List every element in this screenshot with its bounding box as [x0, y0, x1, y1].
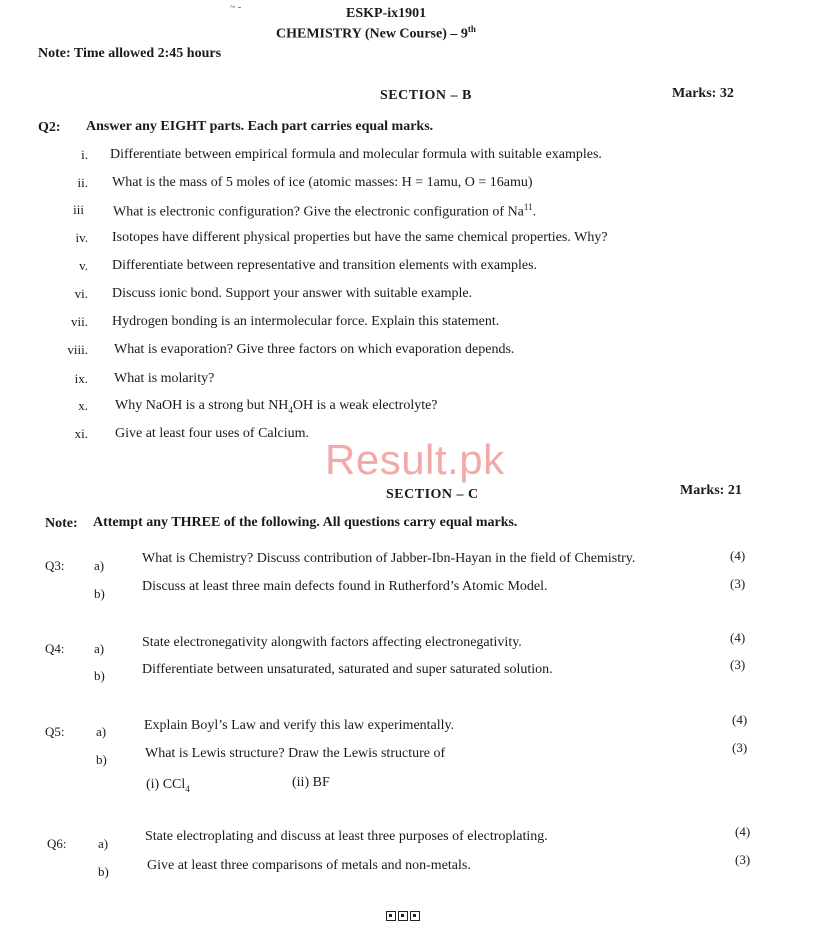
footer-squares-icon [386, 911, 420, 921]
part-marks: (4) [730, 548, 746, 563]
part-marks: (4) [735, 824, 751, 839]
header-speck: ~ - [230, 2, 242, 13]
item-number: vii. [71, 314, 88, 329]
part-marks: (3) [735, 852, 751, 867]
subject-title [276, 24, 476, 43]
question-label: Q6: [47, 836, 67, 851]
item-text-sup: 11 [523, 202, 533, 212]
part-text: State electronegativity alongwith factors affecting electronegativity. [142, 635, 522, 650]
part-label: b) [94, 668, 105, 683]
watermark-logo: Result.pk [325, 436, 505, 483]
square-icon [386, 911, 396, 921]
section-c-note: Attempt any THREE of the following. All questions carry equal marks. [93, 515, 518, 530]
time-note: Note: Time allowed 2:45 hours [38, 46, 222, 61]
section-b-marks: Marks: 32 [672, 86, 734, 101]
item-text [115, 398, 438, 415]
lewis-option-1-sub: 4 [185, 783, 190, 794]
part-label: a) [98, 836, 109, 851]
part-text: Discuss at least three main defects found in Rutherford’s Atomic Model. [142, 579, 548, 594]
item-number: i. [81, 147, 88, 162]
part-text: What is Chemistry? Discuss contribution of Jabber-Ibn-Hayan in the field of Chemistry. [142, 551, 636, 566]
part-label: b) [96, 752, 107, 767]
item-text: Differentiate between representative and transition elements with examples. [112, 258, 538, 273]
item-number: ix. [74, 371, 88, 386]
part-marks: (3) [730, 576, 746, 591]
item-text: Discuss ionic bond. Support your answer with suitable example. [112, 286, 473, 301]
item-number: iii [73, 202, 84, 217]
lewis-option-1-text: (i) CCl [146, 777, 186, 792]
item-number: vi. [74, 286, 88, 301]
part-text: What is Lewis structure? Draw the Lewis structure of [145, 746, 446, 761]
item-text: Hydrogen bonding is an intermolecular force. Explain this statement. [112, 314, 500, 329]
item-text-tail: OH is a weak electrolyte? [292, 398, 438, 413]
item-text-main: What is electronic configuration? Give the electronic configuration of Na [113, 204, 524, 220]
part-marks: (4) [730, 630, 746, 645]
item-number: v. [79, 258, 88, 273]
question-label: Q4: [45, 641, 65, 656]
square-icon [410, 911, 420, 921]
item-text: What is the mass of 5 moles of ice (atomic masses: H = 1amu, O = 16amu) [112, 175, 533, 190]
subject-sup: th [467, 24, 476, 34]
part-label: b) [98, 864, 109, 879]
part-label: a) [96, 724, 107, 739]
item-text: Give at least four uses of Calcium. [115, 426, 310, 441]
item-number: iv. [75, 230, 88, 245]
section-c-title: SECTION – C [386, 487, 479, 502]
paper-code: ESKP-ix1901 [346, 6, 427, 21]
item-number: xi. [74, 426, 88, 441]
part-label: b) [94, 586, 105, 601]
item-number: viii. [67, 342, 88, 357]
part-label: a) [94, 641, 105, 656]
question-label: Q3: [45, 558, 65, 573]
q2-label: Q2: [38, 120, 61, 135]
part-marks: (4) [732, 712, 748, 727]
item-text: What is evaporation? Give three factors on which evaporation depends. [114, 342, 515, 357]
square-icon [398, 911, 408, 921]
item-text: What is molarity? [114, 371, 215, 386]
item-number: x. [78, 398, 88, 413]
part-marks: (3) [732, 740, 748, 755]
item-number: ii. [77, 175, 88, 190]
part-label: a) [94, 558, 105, 573]
item-text-main: Why NaOH is a strong but NH [115, 398, 289, 413]
item-text-tail: . [532, 204, 537, 220]
part-text: Differentiate between unsaturated, saturated and super saturated solution. [142, 662, 553, 677]
question-label: Q5: [45, 724, 65, 739]
q2-instruction: Answer any EIGHT parts. Each part carries equal marks. [86, 119, 434, 134]
item-text [113, 202, 536, 221]
item-text-sub: 4 [288, 404, 293, 415]
section-c-marks: Marks: 21 [680, 483, 742, 498]
lewis-option-2: (ii) BF [292, 775, 330, 790]
part-marks: (3) [730, 657, 746, 672]
part-text: State electroplating and discuss at least three purposes of electroplating. [145, 829, 548, 844]
section-c-note-label: Note: [45, 516, 78, 531]
lewis-option-1 [146, 777, 190, 794]
item-text: Isotopes have different physical properties but have the same chemical properties. Why? [112, 230, 608, 245]
part-text: Explain Boyl’s Law and verify this law experimentally. [144, 718, 455, 733]
section-b-title: SECTION – B [380, 88, 472, 103]
item-text: Differentiate between empirical formula and molecular formula with suitable examples. [110, 147, 602, 162]
subject-text: CHEMISTRY (New Course) – 9 [276, 26, 468, 42]
part-text: Give at least three comparisons of metals and non-metals. [147, 858, 471, 873]
